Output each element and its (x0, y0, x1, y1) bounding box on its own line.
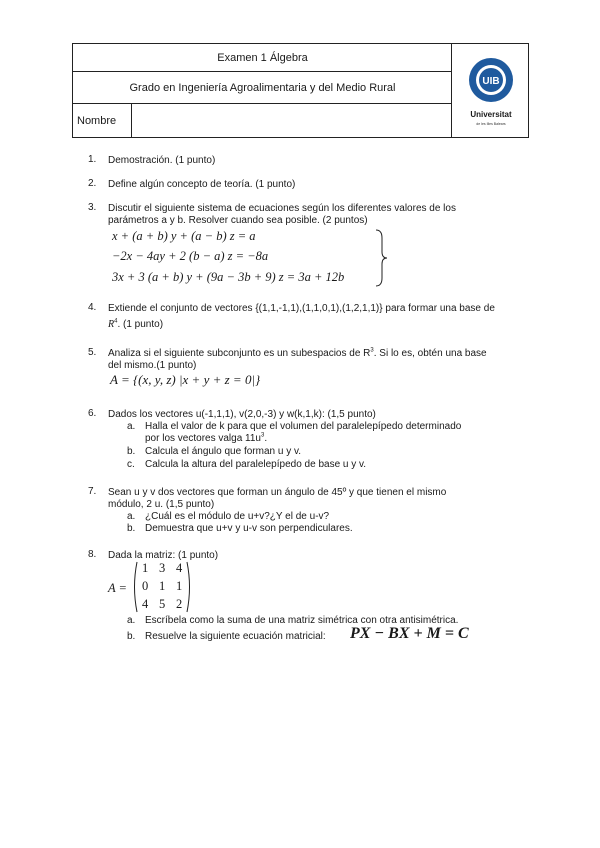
q4-number: 4. (88, 302, 97, 313)
q5-exp: 3 (370, 347, 374, 354)
matrix-cell: 2 (176, 597, 183, 611)
q8-item-b-text: Resuelve la siguiente ecuación matricial: (145, 631, 326, 642)
matrix-cell: 1 (159, 579, 166, 593)
q5-set: A = {(x, y, z) |x + y + z = 0|} (110, 372, 261, 387)
q6-item-c-letter: c. (127, 459, 135, 470)
q6-number: 6. (88, 408, 97, 419)
exam-title-cell (73, 44, 452, 72)
q5-text-a: Analiza si el siguiente subconjunto es un subespacios de R (108, 348, 371, 359)
q4-text-line2 (108, 318, 163, 331)
q7-number: 7. (88, 486, 97, 497)
q8-text: Dada la matriz: (1 punto) (108, 550, 219, 561)
q6-item-a-letter: a. (127, 421, 136, 432)
q1-number: 1. (88, 154, 97, 165)
matrix-cell: 5 (159, 597, 166, 611)
matrix-cell: 0 (142, 579, 149, 593)
q3-text-line2: parámetros a y b. Resolver cuando sea posible. (2 puntos) (108, 215, 368, 226)
matrix-cell: 1 (176, 579, 183, 593)
q4-text-line1: Extiende el conjunto de vectores {(1,1,-1,1),(1,1,0,1),(1,2,1,1)} para formar una base de (108, 303, 495, 314)
name-cell (73, 104, 452, 137)
q6-a-exp: 3 (261, 432, 265, 439)
matrix-label: A = (108, 581, 127, 595)
q6-item-a-line1: Halla el valor de k para que el volumen del paralelepípedo determinado (145, 421, 462, 432)
q6-text: Dados los vectores u(-1,1,1), v(2,0,-3) y w(k,1,k): (1,5 punto) (108, 409, 376, 420)
q5-text-b: . Si lo es, obtén una base (373, 348, 487, 359)
degree-cell (73, 72, 452, 104)
q3-equation-2: −2x − 4ay + 2 (b − a) z = −8a (112, 249, 269, 263)
q4-r-exp: 4 (114, 318, 118, 325)
q7-item-a-letter: a. (127, 511, 136, 522)
q3-equation-1: x + (a + b) y + (a − b) z = a (112, 229, 256, 243)
q7-item-b-text: Demuestra que u+v y u-v son perpendiculares. (145, 523, 353, 534)
name-label: Nombre (77, 114, 117, 127)
q6-a-text: por los vectores valga 11u (145, 433, 261, 444)
q4-text-rest: . (1 punto) (117, 319, 164, 330)
q3-equation-3: 3x + 3 (a + b) y + (9a − 3b + 9) z = 3a + 12b (112, 270, 345, 284)
q8-item-a-text: Escríbela como la suma de una matriz simétrica con otra antisimétrica. (145, 615, 459, 626)
q2-text: Define algún concepto de teoría. (1 punto) (108, 179, 296, 190)
q6-item-a-line2 (145, 433, 267, 445)
university-logo (452, 44, 530, 137)
logo-sub: de les Illes Balears (476, 122, 506, 126)
matrix-cell: 3 (159, 561, 166, 575)
degree-name: Grado en Ingeniería Agroalimentaria y del Medio Rural (129, 81, 396, 94)
logo-word: Universitat (470, 110, 512, 119)
logo-text: UIB (482, 76, 500, 87)
q6-item-b-letter: b. (127, 446, 136, 457)
q3-text-line1: Discutir el siguiente sistema de ecuaciones según los diferentes valores de los (108, 203, 456, 214)
uib-logo-icon (452, 44, 530, 137)
q7-text-line1: Sean u y v dos vectores que forman un ángulo de 45º y que tienen el mismo (108, 487, 447, 498)
matrix-cell: 1 (142, 561, 149, 575)
exam-title: Examen 1 Álgebra (217, 51, 308, 64)
q5-number: 5. (88, 347, 97, 358)
q5-text-line2: del mismo.(1 punto) (108, 360, 197, 371)
q3-brace-icon (374, 228, 388, 288)
q7-item-b-letter: b. (127, 523, 136, 534)
matrix-cell: 4 (176, 561, 183, 575)
q6-item-c-text: Calcula la altura del paralelepípedo de base u y v. (145, 459, 367, 470)
q2-number: 2. (88, 178, 97, 189)
q8-item-a-letter: a. (127, 615, 136, 626)
q7-item-a-text: ¿Cuál es el módulo de u+v?¿Y el de u-v? (145, 511, 330, 522)
q3-number: 3. (88, 202, 97, 213)
q6-item-b-text: Calcula el ángulo que forman u y v. (145, 446, 302, 457)
q1-text: Demostración. (1 punto) (108, 155, 216, 166)
q4-r: R (108, 319, 115, 330)
name-divider (131, 104, 132, 137)
q8-number: 8. (88, 549, 97, 560)
q8-item-b-letter: b. (127, 631, 136, 642)
matrix-cell: 4 (142, 597, 149, 611)
header-table (72, 43, 529, 138)
q7-text-line2: módulo, 2 u. (1,5 punto) (108, 499, 215, 510)
q6-a-rest: . (264, 433, 268, 444)
matrix-equation: PX − BX + M = C (350, 625, 469, 642)
